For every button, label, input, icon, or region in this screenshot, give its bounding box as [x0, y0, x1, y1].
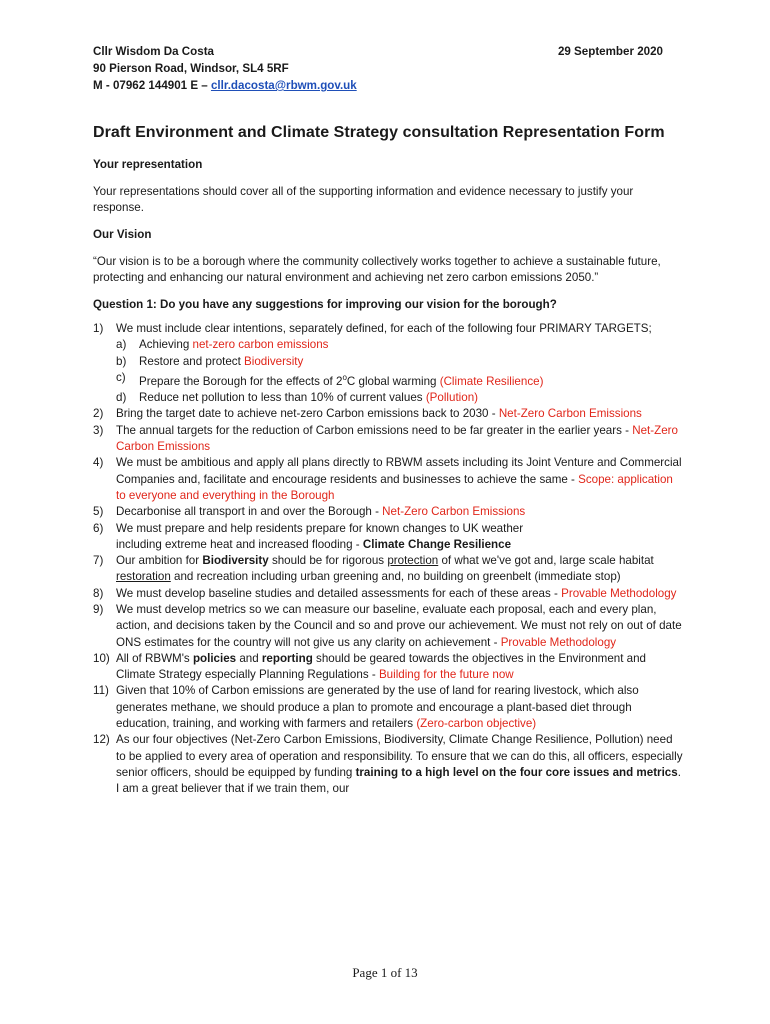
- list-item-text: Achieving: [139, 338, 193, 352]
- list-item-text: Given that 10% of Carbon emissions are generated by the use of land for rearing livestock, which also generates methane, we should produce a plan to promote and encourage a plant-based diet through education, training, and working with farmers and retailers: [116, 684, 639, 731]
- vision-text: “Our vision is to be a borough where the community collectively works together to achieve a sustainable future, protecting and enhancing our natural environment and achieving net zero carbon emissions 2050.”: [93, 254, 661, 284]
- list-item-text: All of RBWM's: [116, 651, 193, 665]
- list-item-text: We must prepare and help residents prepare for known changes to UK weather: [116, 521, 524, 535]
- list-item-text: We must include clear intentions, separately defined, for each of the following four PRIMARY TARGETS;: [116, 322, 652, 336]
- list-number: 4): [93, 456, 104, 470]
- category-tag: Biodiversity: [244, 354, 304, 368]
- your-representation-heading: Your representation: [93, 158, 203, 171]
- list-item-text: including extreme heat and increased flooding -: [116, 537, 363, 551]
- category-tag: Building for the future now: [378, 668, 514, 682]
- category-tag: Climate Change Resilience: [362, 537, 512, 551]
- category-tag: (Climate Resilience): [439, 374, 544, 388]
- list-item: [93, 455, 683, 504]
- list-item-text: should be for rigorous: [268, 554, 388, 568]
- category-tag: Net-Zero Carbon Emissions: [116, 423, 678, 454]
- list-number: 11): [93, 684, 109, 698]
- list-number: c): [116, 370, 126, 384]
- list-number: 8): [93, 586, 104, 600]
- letter-header: [93, 43, 663, 94]
- document-body: [93, 157, 683, 798]
- email-link[interactable]: cllr.dacosta@rbwm.gov.uk: [210, 79, 357, 92]
- category-tag: Net-Zero Carbon Emissions: [382, 505, 526, 519]
- category-tag: (Pollution): [425, 391, 479, 405]
- list-number: d): [116, 391, 127, 405]
- list-number: 1): [93, 322, 104, 336]
- list-item: [93, 504, 683, 520]
- category-tag: Provable Methodology: [561, 586, 677, 600]
- sender-contact: [93, 77, 663, 94]
- list-number: 7): [93, 554, 104, 568]
- list-item: [93, 553, 683, 586]
- list-item-text: We must be ambitious and apply all plans directly to RBWM assets including its Joint Venture and Commercial Companies and, facilitate and encourage residents and businesses to achieve the same -: [116, 456, 682, 486]
- category-tag: Provable Methodology: [500, 635, 617, 649]
- answer-list: [93, 321, 683, 797]
- vision-heading: Our Vision: [93, 227, 152, 241]
- emphasis-text: policies: [192, 651, 237, 665]
- list-number: a): [116, 338, 127, 352]
- list-item-text: C global warming: [346, 374, 440, 388]
- category-tag: Net-Zero Carbon Emissions: [498, 407, 642, 421]
- list-item-text: and: [236, 651, 262, 665]
- list-item-text: Bring the target date to achieve net-zero Carbon emissions back to 2030 -: [116, 407, 499, 421]
- emphasis-text: reporting: [261, 651, 313, 665]
- page-title: Draft Environment and Climate Strategy consultation Representation Form: [93, 124, 665, 141]
- list-number: 12): [93, 733, 110, 747]
- list-item: [93, 602, 683, 651]
- list-item-text: Prepare the Borough for the effects of 2: [139, 374, 343, 388]
- list-item-text: As our four objectives (Net-Zero Carbon Emissions, Biodiversity, Climate Change Resilience, Pollution) need to be applied to every area of operation and responsibility. To ensure that we can do this, all officers, especially senior officers, should be equipped by funding: [116, 733, 683, 779]
- list-item-text: We must develop metrics so we can measure our baseline, evaluate each proposal, each and every plan, action, and decisions taken by the Council and so and prove our achievement. We must not rely on out of date ONS estimates for the country will not give us any clarity on achievement -: [116, 602, 682, 649]
- your-representation-text: Your representations should cover all of the supporting information and evidence necessary to justify your response.: [93, 184, 634, 215]
- underlined-text: restoration: [116, 570, 171, 584]
- list-item: [93, 683, 683, 732]
- contact-phone: M - 07962 144901 E –: [93, 79, 211, 92]
- sub-list-item: [116, 354, 683, 370]
- list-number: 6): [93, 521, 104, 535]
- list-number: 3): [93, 423, 104, 437]
- list-number: b): [116, 354, 127, 368]
- list-number: 2): [93, 407, 104, 421]
- list-item: [93, 321, 683, 406]
- list-item-text: should be geared towards the objectives in the Environment and Climate Strategy especially Planning Regulations -: [116, 651, 647, 682]
- list-item-text: The annual targets for the reduction of Carbon emissions need to be far greater in the earlier years -: [116, 423, 633, 437]
- list-item: [93, 521, 683, 554]
- list-number: 9): [93, 602, 104, 616]
- list-item-text: We must develop baseline studies and detailed assessments for each of these areas -: [116, 586, 562, 600]
- emphasis-text: Biodiversity: [202, 554, 269, 568]
- list-item-text: Restore and protect: [139, 354, 245, 368]
- list-item: [93, 732, 683, 797]
- list-item-text: and recreation including urban greening and, no building on greenbelt (immediate stop): [170, 570, 621, 584]
- underlined-text: protection: [387, 554, 439, 568]
- list-item-text: Reduce net pollution to less than 10% of current values: [139, 391, 426, 405]
- emphasis-text: training to a high level on the four core issues and metrics: [355, 765, 678, 779]
- list-item: [93, 651, 683, 684]
- sub-list-item: [116, 390, 683, 406]
- list-item: [93, 586, 683, 602]
- list-number: 5): [93, 505, 104, 519]
- page-number: Page 1 of 13: [352, 965, 418, 980]
- sender-address: 90 Pierson Road, Windsor, SL4 5RF: [93, 62, 289, 75]
- letter-date: 29 September 2020: [557, 45, 663, 58]
- list-item: [93, 423, 683, 456]
- category-tag: net-zero carbon emissions: [192, 338, 329, 352]
- degree-symbol: o: [342, 372, 347, 382]
- question-1: Question 1: Do you have any suggestions for improving our vision for the borough?: [93, 297, 557, 311]
- list-item-text: . I am a great believer that if we train them, our: [116, 765, 681, 796]
- category-tag: Scope: application to everyone and everything in the Borough: [116, 472, 673, 502]
- list-item: [93, 406, 683, 422]
- sender-name: Cllr Wisdom Da Costa: [93, 45, 215, 58]
- sub-list-item: [116, 370, 683, 390]
- sub-list-item: [116, 337, 683, 353]
- list-item-text: Decarbonise all transport in and over the Borough -: [116, 505, 383, 519]
- category-tag: (Zero-carbon objective): [416, 717, 537, 731]
- list-item-text: Our ambition for: [116, 554, 203, 568]
- list-item-text: of what we've got and, large scale habitat: [438, 554, 654, 568]
- list-number: 10): [93, 651, 110, 665]
- sub-list: [116, 337, 683, 406]
